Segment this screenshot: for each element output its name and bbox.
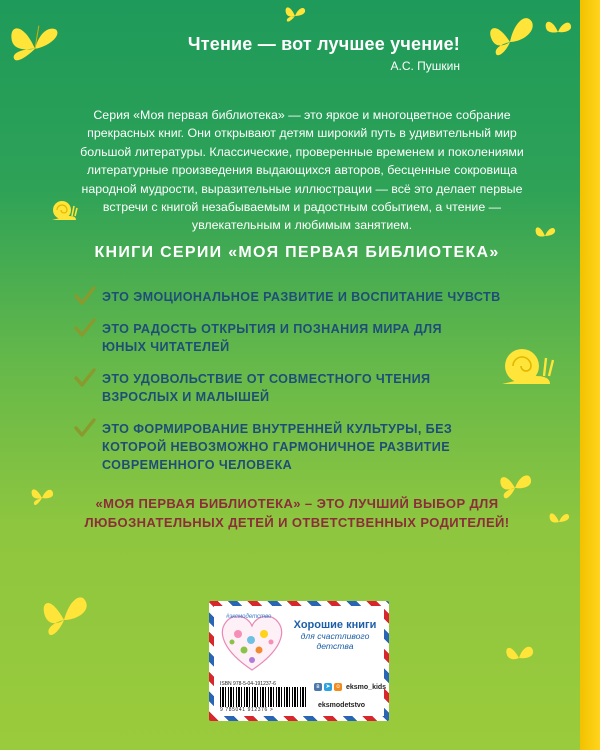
barcode-icon — [220, 687, 308, 707]
social-links — [314, 683, 386, 691]
telegram-icon: ➤ — [325, 684, 331, 690]
book-spine-edge — [580, 0, 600, 750]
list-item — [74, 370, 462, 406]
list-item-text: ЭТО УДОВОЛЬСТВИЕ ОТ СОВМЕСТНОГО ЧТЕНИЯ ВЗРОСЛЫХ И МАЛЫШЕЙ — [102, 372, 431, 404]
odnoklassniki-icon: о — [334, 683, 342, 691]
epigraph-text: Чтение — вот лучшее учение! — [187, 34, 460, 54]
checkmark-icon — [74, 318, 96, 338]
butterfly-icon — [486, 12, 534, 58]
heart-collage-icon — [218, 612, 286, 672]
brand-hashtag: #эксмодетство — [226, 614, 272, 620]
butterfly-icon — [548, 510, 570, 530]
butterfly-icon — [40, 588, 88, 640]
list-item-text: ЭТО ФОРМИРОВАНИЕ ВНУТРЕННЕЙ КУЛЬТУРЫ, БЕЗ КОТОРОЙ НЕВОЗМОЖНО ГАРМОНИЧНОЕ РАЗВИТИЕ СОВРЕМЕННОГО ЧЕЛОВЕКА — [102, 422, 453, 472]
epigraph — [160, 34, 460, 73]
butterfly-icon — [504, 640, 534, 670]
barcode-number: 9 785041 912376 > — [220, 707, 274, 713]
butterfly-icon — [30, 484, 54, 508]
tagline-main: Хорошие книги — [293, 619, 377, 631]
checkmark-icon — [74, 368, 96, 388]
butterfly-icon — [6, 20, 64, 66]
closing-statement: «МОЯ ПЕРВАЯ БИБЛИОТЕКА» – ЭТО ЛУЧШИЙ ВЫБОР ДЛЯ ЛЮБОЗНАТЕЛЬНЫХ ДЕТЕЙ И ОТВЕТСТВЕННЫХ РОДИТЕЛЕЙ! — [84, 496, 510, 530]
publisher-badge — [209, 601, 389, 721]
butterfly-icon — [544, 16, 572, 42]
list-item — [74, 288, 554, 306]
social-handle: eksmo_kids — [346, 683, 387, 691]
butterfly-icon — [534, 224, 556, 244]
vk-icon: в — [314, 683, 322, 691]
badge-tagline — [288, 619, 382, 651]
list-item — [74, 320, 462, 356]
epigraph-author: А.С. Пушкин — [390, 59, 460, 73]
list-item-text: ЭТО ЭМОЦИОНАЛЬНОЕ РАЗВИТИЕ И ВОСПИТАНИЕ ЧУВСТВ — [102, 290, 501, 304]
isbn-text: ISBN 978-5-04-191237-6 — [220, 681, 276, 687]
badge-card — [214, 606, 387, 716]
list-item-text: ЭТО РАДОСТЬ ОТКРЫТИЯ И ПОЗНАНИЯ МИРА ДЛЯ ЮНЫХ ЧИТАТЕЛЕЙ — [102, 322, 442, 354]
tagline-sub: для счастливого детства — [300, 631, 370, 651]
series-description: Серия «Моя первая библиотека» — это яркое и многоцветное собрание прекрасных книг. Они открывают детям широкий путь в удивительный мир большой литературы. Классические, проверенные временем и поколениями литературные произведения выдающихся авторов, бесценные сокровища народной мудрости, выразительные иллюстрации — всё это делает первые встречи с книгой незабываемым и радостным событием, а чтение — увлекательным и любимым занятием. — [80, 108, 524, 233]
website-text: eksmodetstvo — [318, 702, 366, 709]
benefits-list — [74, 288, 554, 488]
butterfly-icon — [284, 4, 306, 24]
checkmark-icon — [74, 418, 96, 438]
checkmark-icon — [74, 286, 96, 306]
list-item — [74, 420, 502, 474]
series-heading: КНИГИ СЕРИИ «МОЯ ПЕРВАЯ БИБЛИОТЕКА» — [94, 244, 500, 261]
